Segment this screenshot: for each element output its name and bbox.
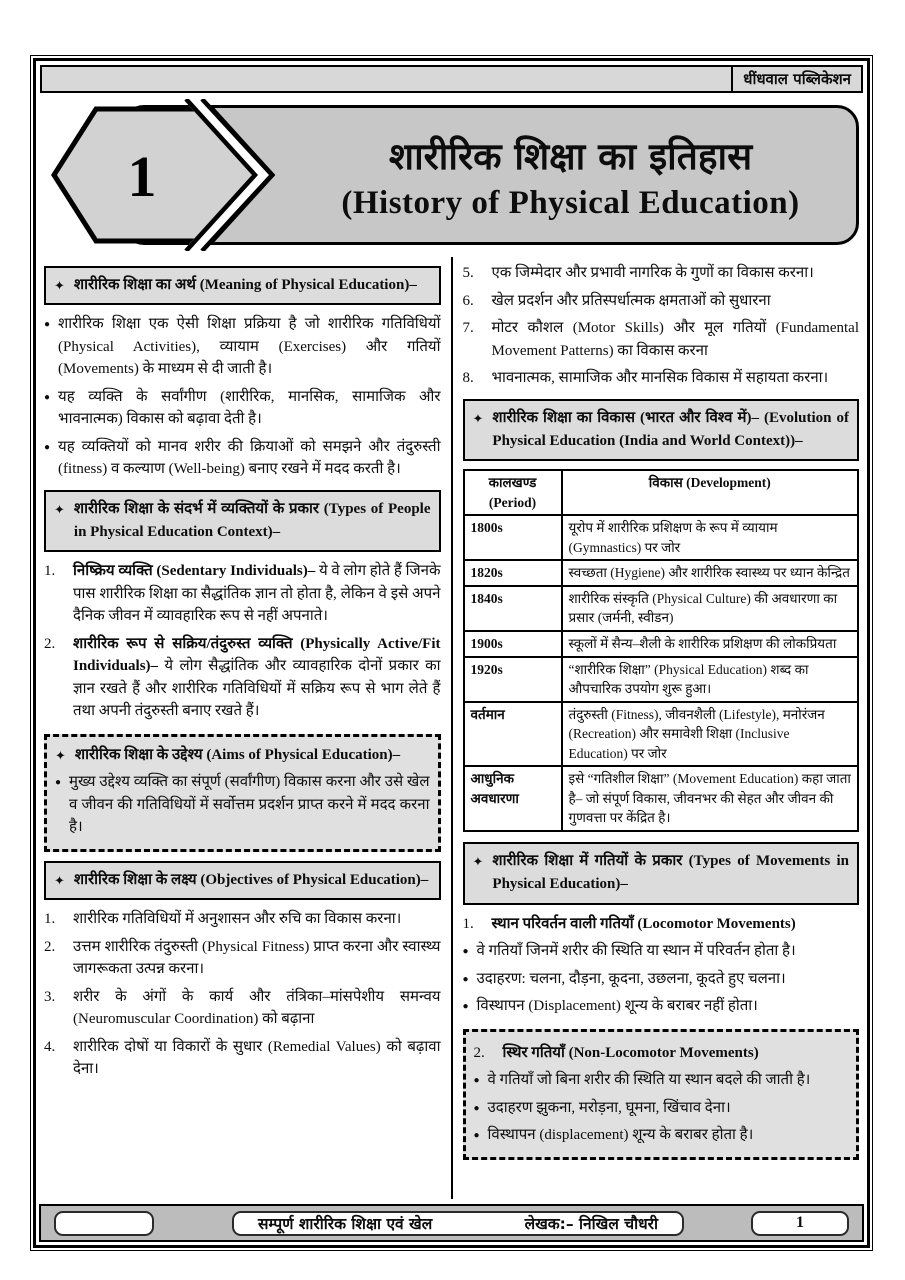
table-row [464, 515, 859, 560]
development-cell: इसे “गतिशील शिक्षा” (Movement Education) कहा जाता है– जो संपूर्ण विकास, जीवनभर की सेहत और जीवन की गुणवत्ता पर केंद्रित है। [562, 766, 859, 831]
numbered-item [44, 560, 441, 628]
highlight-box [44, 734, 441, 852]
bullet-icon: ● [55, 777, 62, 789]
bullet-icon: ● [462, 946, 469, 957]
section-heading [44, 490, 441, 553]
bullet-text: उदाहरण: चलना, दौड़ना, कूदना, उछलना, कूदते हुए चलना। [476, 970, 786, 987]
bullet-icon: ● [44, 319, 51, 331]
page-number: 1 [751, 1211, 849, 1236]
table-header [464, 470, 859, 515]
item-body-text: शरीर के अंगों के कार्य और तंत्रिका–मांसपेशीय समन्वय (Neuromuscular Coordination) को बढ़ाना [73, 988, 441, 1027]
item-number: 2. [44, 938, 56, 955]
bullet-text: वे गतियाँ जो बिना शरीर की स्थिति या स्थान बदले की जाती है। [487, 1072, 811, 1088]
item-number: 1. [462, 915, 474, 932]
bullet-item [44, 313, 441, 381]
bullet-text: विस्थापन (Displacement) शून्य के बराबर नहीं होता। [476, 998, 758, 1014]
section-heading [463, 399, 860, 462]
table-body [464, 515, 859, 831]
section-heading [463, 842, 860, 905]
table-row [464, 657, 859, 702]
timeline-table [463, 469, 860, 832]
item-text [73, 1036, 441, 1081]
table-header-row [464, 470, 859, 515]
bullet-text: मुख्य उद्देश्य व्यक्ति का संपूर्ण (सर्वांगीण) विकास करना और उसे खेल व जीवन की गतिविधियों में सर्वोत्तम प्रदर्शन प्राप्त करने में मदद करना है। [69, 774, 430, 836]
bullet-icon: ● [44, 391, 51, 403]
book-title: सम्पूर्ण शारीरिक शिक्षा एवं खेल [258, 1215, 433, 1233]
table-row [464, 631, 859, 657]
page-border [30, 55, 873, 1251]
item-bold-lead: स्थिर गतियाँ (Non-Locomotor Movements) [502, 1044, 759, 1061]
heading-marker-icon: ✦ [472, 410, 484, 426]
section-heading-text: शारीरिक शिक्षा का अर्थ (Meaning of Physical Education)– [73, 277, 417, 293]
item-text [492, 262, 860, 285]
numbered-item [44, 908, 441, 931]
chapter-number: 1 [127, 144, 157, 209]
development-cell: यूरोप में शारीरिक प्रशिक्षण के रूप में व्यायाम (Gymnastics) पर जोर [562, 515, 859, 560]
numbered-item [463, 317, 860, 362]
chapter-title-english: (History of Physical Education) [341, 184, 800, 221]
numbered-item [463, 262, 860, 285]
item-text [492, 317, 860, 362]
bullet-text: उदाहरण झुकना, मरोड़ना, घूमना, खिंचाव देना। [487, 1099, 731, 1116]
item-number: 1. [44, 563, 56, 580]
table-header-cell: विकास (Development) [562, 470, 859, 515]
bullet-icon: ● [473, 1102, 480, 1114]
right-column [461, 257, 862, 1199]
section-heading-text: शारीरिक शिक्षा का विकास (भारत और विश्व में)– (Evolution of Physical Education (India and World Context))– [492, 409, 849, 449]
item-body-text: शारीरिक गतिविधियों में अनुशासन और रुचि का विकास करना। [73, 911, 402, 927]
period-cell: 1840s [464, 586, 562, 631]
numbered-item [463, 290, 860, 313]
item-number: 7. [462, 320, 474, 336]
period-cell: आधुनिक अवधारणा [464, 766, 562, 831]
publisher-bar [40, 65, 863, 93]
item-body-text: उत्तम शारीरिक तंदुरुस्ती (Physical Fitness) प्राप्त करना और स्वास्थ्य जागरूकता उत्पन्न करना। [73, 938, 441, 977]
item-number: 6. [462, 292, 474, 309]
bullet-icon: ● [473, 1075, 480, 1086]
numbered-item [44, 1036, 441, 1081]
page [33, 58, 870, 1248]
bullet-icon: ● [473, 1130, 480, 1141]
heading-marker-icon: ✦ [54, 501, 65, 517]
footer-bar [39, 1204, 864, 1242]
bullet-icon: ● [462, 1001, 469, 1012]
item-text [492, 290, 860, 313]
item-number: 1. [44, 911, 56, 927]
section-heading-text: शारीरिक शिक्षा के संदर्भ में व्यक्तियों के प्रकार (Types of People in Physical Education Context)– [73, 500, 431, 540]
item-text [492, 913, 860, 936]
section-heading-text: शारीरिक शिक्षा के उद्देश्य (Aims of Physical Education)– [74, 746, 401, 763]
bullet-item [44, 436, 441, 481]
development-cell: स्कूलों में सैन्य–शैली के शारीरिक प्रशिक्षण की लोकप्रियता [562, 631, 859, 657]
numbered-item [44, 936, 441, 981]
table-row [464, 560, 859, 586]
item-body-text: शारीरिक दोषों या विकारों के सुधार (Remedial Values) को बढ़ावा देना। [73, 1038, 441, 1077]
heading-marker-icon: ✦ [55, 747, 66, 763]
bullet-item [463, 995, 860, 1018]
item-bold-lead: स्थान परिवर्तन वाली गतियाँ (Locomotor Movements) [491, 915, 796, 932]
period-cell: 1900s [464, 631, 562, 657]
numbered-item [463, 913, 860, 936]
item-body-text: ये लोग सैद्धांतिक और व्यावहारिक दोनों प्रकार का ज्ञान रखते हैं और शारीरिक गतिविधियों में सक्रिय रूप से भाग लेते हैं तथा अपनी तंदुरुस्ती बनाए रखते हैं। [73, 658, 441, 720]
item-number: 5. [462, 265, 474, 281]
bullet-item [474, 1097, 849, 1120]
section-heading-text: शारीरिक शिक्षा के लक्ष्य (Objectives of Physical Education)– [73, 871, 429, 888]
footer-center-box [232, 1211, 684, 1236]
item-text [73, 560, 441, 628]
bullet-item [44, 386, 441, 431]
item-text [73, 908, 441, 931]
development-cell: तंदुरुस्ती (Fitness), जीवनशैली (Lifestyle), मनोरंजन (Recreation) और समावेशी शिक्षा (Inclusive Education) पर जोर [562, 702, 859, 767]
heading-marker-icon: ✦ [54, 278, 65, 293]
bullet-item [55, 771, 430, 839]
development-cell: “शारीरिक शिक्षा” (Physical Education) शब्द का औपचारिक उपयोग शुरू हुआ। [562, 657, 859, 702]
bullet-item [474, 1069, 849, 1092]
page-content [40, 257, 863, 1199]
item-text [73, 633, 441, 723]
chapter-banner [42, 101, 861, 247]
item-bold-lead: शारीरिक रूप से सक्रिय/तंदुरुस्त व्यक्ति (Physically Active/Fit Individuals)– [73, 635, 441, 675]
heading-marker-icon: ✦ [54, 872, 65, 888]
period-cell: वर्तमान [464, 702, 562, 767]
item-body-text: ये वे लोग होते हैं जिनके पास शारीरिक शिक्षा का सैद्धांतिक ज्ञान तो होता है, लेकिन वे इसे अपने दैनिक जीवन में व्यावहारिक रूप से नहीं अपनाते। [73, 563, 441, 625]
left-column [42, 257, 443, 1199]
table-row [464, 702, 859, 767]
item-body-text: एक जिम्मेदार और प्रभावी नागरिक के गुणों का विकास करना। [491, 265, 814, 281]
bullet-text: यह व्यक्तियों को मानव शरीर की क्रियाओं को समझने और तंदुरुस्ती (fitness) व कल्याण (Well-being) बनाए रखने में मदद करती है। [58, 438, 441, 478]
item-body-text: भावनात्मक, सामाजिक और मानसिक विकास में सहायता करना। [491, 370, 829, 386]
item-text [73, 936, 441, 981]
item-text [492, 367, 860, 390]
section-heading [44, 861, 441, 900]
item-number: 3. [44, 988, 56, 1005]
footer-blank-box [54, 1211, 154, 1236]
bullet-item [463, 940, 860, 963]
item-bold-lead: निष्क्रिय व्यक्ति (Sedentary Individuals)– [73, 563, 316, 580]
bullet-text: यह व्यक्ति के सर्वांगीण (शारीरिक, मानसिक, सामाजिक और भावनात्मक) विकास को बढ़ावा देती है। [58, 388, 441, 428]
bullet-icon: ● [462, 973, 469, 985]
development-cell: शारीरिक संस्कृति (Physical Culture) की अवधारणा का प्रसार (जर्मनी, स्वीडन) [562, 586, 859, 631]
bullet-item [474, 1124, 849, 1147]
item-number: 2. [473, 1044, 485, 1061]
table-row [464, 586, 859, 631]
highlight-box [463, 1029, 860, 1160]
item-text [73, 986, 441, 1031]
bullet-text: विस्थापन (displacement) शून्य के बराबर होता है। [487, 1127, 754, 1143]
period-cell: 1920s [464, 657, 562, 702]
item-number: 2. [44, 635, 56, 652]
item-text [503, 1042, 849, 1065]
table-header-cell: कालखण्ड (Period) [464, 470, 562, 515]
item-body-text: मोटर कौशल (Motor Skills) और मूल गतियों (Fundamental Movement Patterns) का विकास करना [491, 320, 859, 359]
numbered-item [44, 633, 441, 723]
publisher-name: धींधवाल पब्लिकेशन [731, 67, 861, 91]
bullet-icon: ● [44, 441, 51, 453]
section-heading [44, 266, 441, 305]
author: लेखक:– निखिल चौधरी [524, 1215, 658, 1233]
heading-marker-icon: ✦ [472, 854, 484, 869]
bullet-item [463, 968, 860, 991]
bullet-text: वे गतियाँ जिनमें शरीर की स्थिति या स्थान में परिवर्तन होता है। [476, 943, 796, 959]
numbered-item [474, 1042, 849, 1065]
highlight-heading [55, 744, 430, 767]
period-cell: 1820s [464, 560, 562, 586]
chapter-title-hindi: शारीरिक शिक्षा का इतिहास [388, 134, 753, 178]
development-cell: स्वच्छता (Hygiene) और शारीरिक स्वास्थ्य पर ध्यान केन्द्रित [562, 560, 859, 586]
item-body-text: खेल प्रदर्शन और प्रतिस्पर्धात्मक क्षमताओं को सुधारना [491, 292, 771, 309]
numbered-item [44, 986, 441, 1031]
table-row [464, 766, 859, 831]
column-divider [451, 257, 453, 1199]
period-cell: 1800s [464, 515, 562, 560]
numbered-item [463, 367, 860, 390]
section-heading-text: शारीरिक शिक्षा में गतियों के प्रकार (Types of Movements in Physical Education)– [492, 853, 849, 893]
item-number: 8. [462, 370, 474, 386]
bullet-text: शारीरिक शिक्षा एक ऐसी शिक्षा प्रक्रिया है जो शारीरिक गतिविधियों (Physical Activities), व्यायाम (Exercises) और गतियों (Movements) के माध्यम से दी जाती है। [58, 316, 441, 378]
chapter-number-badge [44, 99, 282, 251]
item-number: 4. [44, 1038, 56, 1055]
